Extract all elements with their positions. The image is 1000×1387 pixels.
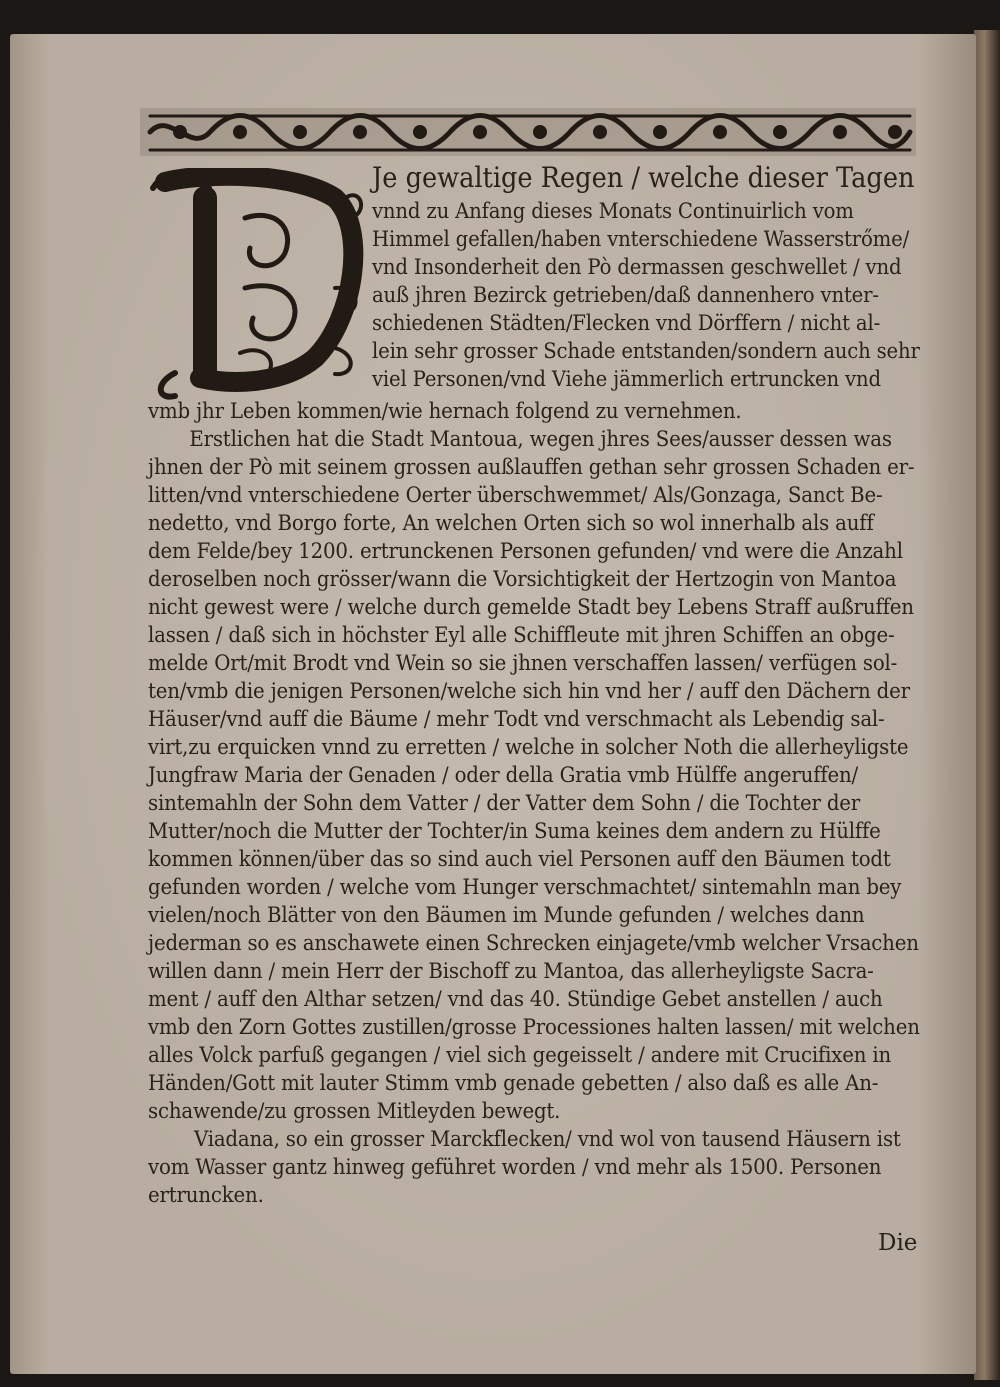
text-line: nedetto, vnd Borgo forte, An welchen Orten sich so wol innerhalb als auff bbox=[148, 511, 874, 536]
text-line: sintemahln der Sohn dem Vatter / der Vatter dem Sohn / die Tochter der bbox=[148, 791, 861, 816]
text-line: Häuser/vnd auff die Bäume / mehr Todt vnd verschmacht als Lebendig sal- bbox=[148, 707, 885, 732]
text-line: lassen / daß sich in höchster Eyl alle Schiffleute mit jhren Schiffen an obge- bbox=[148, 623, 895, 648]
paragraph-opening bbox=[372, 161, 971, 394]
text-line: Mutter/noch die Mutter der Tochter/in Suma keines dem andern zu Hülffe bbox=[148, 819, 881, 844]
text-line: Händen/Gott mit lauter Stimm vmb genade gebetten / also daß es alle An- bbox=[148, 1071, 879, 1096]
text-line: Jungfraw Maria der Genaden / oder della Gratia vmb Hülffe angeruffen/ bbox=[148, 763, 858, 788]
text-line: vmb jhr Leben kommen/wie hernach folgend zu vernehmen. bbox=[148, 399, 742, 424]
text-line: ten/vmb die jenigen Personen/welche sich hin vnd her / auff den Dächern der bbox=[148, 679, 910, 704]
text-line: melde Ort/mit Brodt vnd Wein so sie jhnen verschaffen lassen/ verfügen sol- bbox=[148, 651, 898, 676]
text-line: lein sehr grosser Schade entstanden/sondern auch sehr bbox=[372, 339, 920, 364]
text-line: auß jhren Bezirck getrieben/daß dannenhero vnter- bbox=[372, 283, 879, 308]
text-line: Erstlichen hat die Stadt Mantoua, wegen jhres Sees/ausser dessen was bbox=[189, 427, 892, 452]
text-line: Himmel gefallen/haben vnterschiedene Wasserstrőme/ bbox=[372, 227, 910, 252]
text-line: Je gewaltige Regen / welche dieser Tagen bbox=[372, 161, 915, 194]
text-line: vmb den Zorn Gottes zustillen/grosse Processiones halten lassen/ mit welchen bbox=[148, 1015, 920, 1040]
text-line: jederman so es anschawete einen Schrecken einjagete/vmb welcher Vrsachen bbox=[148, 931, 919, 956]
text-line: viel Personen/vnd Viehe jämmerlich ertruncken vnd bbox=[372, 367, 881, 392]
catchword: Die bbox=[878, 1230, 918, 1256]
paragraph-body bbox=[148, 398, 988, 1210]
text-line: virt,zu erquicken vnnd zu erretten / welche in solcher Noth die allerheyligste bbox=[148, 735, 909, 760]
text-line: ment / auff den Althar setzen/ vnd das 40. Stündige Gebet anstellen / auch bbox=[148, 987, 883, 1012]
text-line: vom Wasser gantz hinweg geführet worden / vnd mehr als 1500. Personen bbox=[148, 1155, 882, 1180]
text-line: Viadana, so ein grosser Marckflecken/ vnd wol von tausend Häusern ist bbox=[193, 1127, 901, 1152]
text-line: alles Volck parfuß gegangen / viel sich gegeisselt / andere mit Crucifixen in bbox=[148, 1043, 892, 1068]
text-line: vnnd zu Anfang dieses Monats Continuirlich vom bbox=[372, 199, 854, 224]
text-line: deroselben noch grösser/wann die Vorsichtigkeit der Hertzogin von Mantoa bbox=[148, 567, 897, 592]
text-line: vnd Insonderheit den Pò dermassen geschwellet / vnd bbox=[372, 255, 902, 280]
text-line: dem Felde/bey 1200. ertrunckenen Personen gefunden/ vnd were die Anzahl bbox=[148, 539, 903, 564]
text-line: schawende/zu grossen Mitleyden bewegt. bbox=[148, 1099, 561, 1124]
text-line: nicht gewest were / welche durch gemelde Stadt bey Lebens Straff außruffen bbox=[148, 595, 914, 620]
decorated-initial bbox=[145, 168, 367, 400]
text-line: litten/vnd vnterschiedene Oerter überschwemmet/ Als/Gonzaga, Sanct Be- bbox=[148, 483, 883, 508]
decorative-header-band bbox=[140, 104, 916, 160]
text-line: kommen können/über das so sind auch viel Personen auff den Bäumen todt bbox=[148, 847, 891, 872]
text-line: gefunden worden / welche vom Hunger verschmachtet/ sintemahln man bey bbox=[148, 875, 902, 900]
text-line: ertruncken. bbox=[148, 1183, 264, 1208]
text-line: schiedenen Städten/Flecken vnd Dörffern / nicht al- bbox=[372, 311, 881, 336]
text-line: willen dann / mein Herr der Bischoff zu Mantoa, das allerheyligste Sacra- bbox=[148, 959, 874, 984]
text-line: jhnen der Pò mit seinem grossen außlauffen gethan sehr grossen Schaden er- bbox=[148, 455, 915, 480]
text-line: vielen/noch Blätter von den Bäumen im Munde gefunden / welches dann bbox=[148, 903, 865, 928]
